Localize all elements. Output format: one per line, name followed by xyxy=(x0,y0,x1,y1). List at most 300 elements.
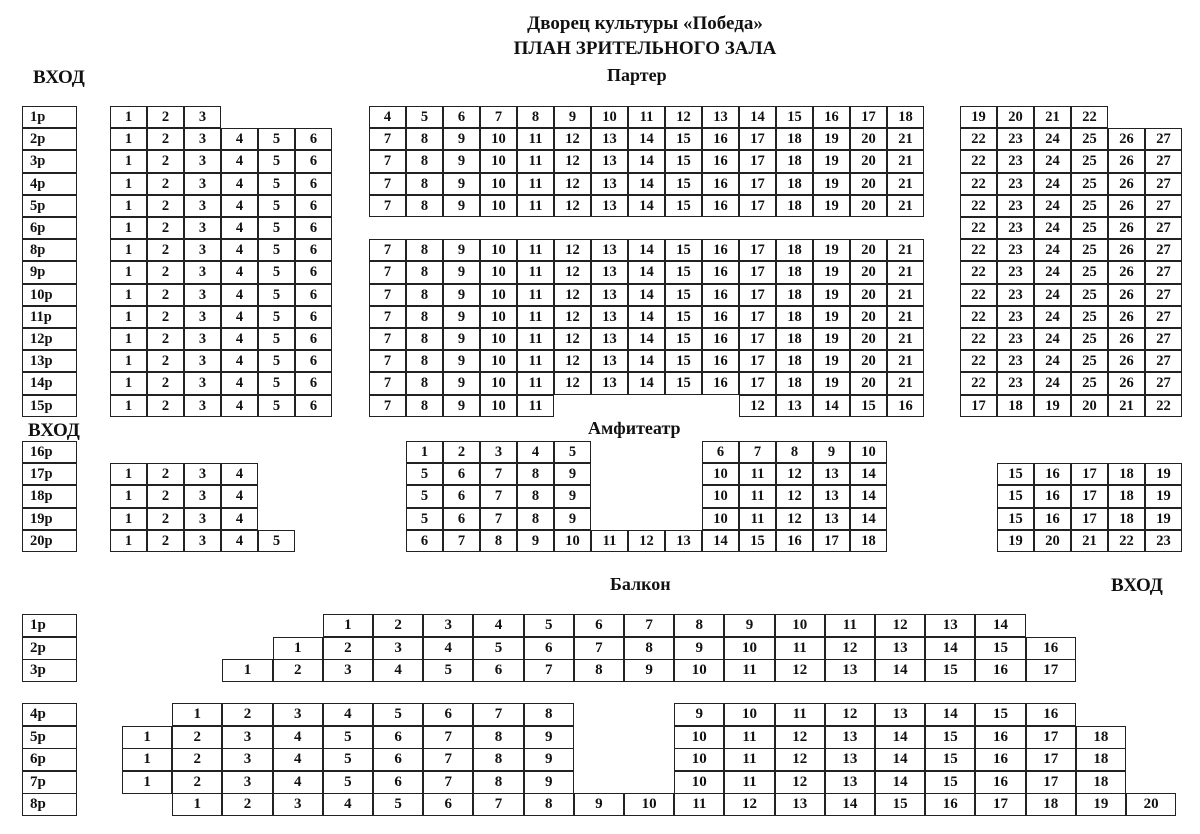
seat[interactable]: 14 xyxy=(628,372,665,394)
seat[interactable]: 17 xyxy=(739,328,776,350)
seat[interactable]: 12 xyxy=(825,703,875,726)
seat[interactable]: 25 xyxy=(1071,195,1108,217)
seat[interactable]: 19 xyxy=(813,261,850,283)
seat[interactable]: 24 xyxy=(1034,173,1071,195)
seat[interactable]: 16 xyxy=(1034,485,1071,507)
seat[interactable]: 22 xyxy=(960,195,997,217)
seat[interactable]: 16 xyxy=(702,239,739,261)
seat[interactable]: 8 xyxy=(406,150,443,172)
seat[interactable]: 13 xyxy=(591,261,628,283)
seat[interactable]: 7 xyxy=(473,793,523,816)
seat[interactable]: 24 xyxy=(1034,261,1071,283)
seat[interactable]: 26 xyxy=(1108,239,1145,261)
seat[interactable]: 11 xyxy=(517,395,554,417)
seat[interactable]: 2 xyxy=(323,637,373,660)
seat[interactable]: 12 xyxy=(775,726,825,749)
seat[interactable]: 5 xyxy=(258,395,295,417)
seat[interactable]: 14 xyxy=(850,463,887,485)
seat[interactable]: 4 xyxy=(323,793,373,816)
seat[interactable]: 9 xyxy=(443,284,480,306)
seat[interactable]: 8 xyxy=(406,372,443,394)
seat[interactable]: 6 xyxy=(524,637,574,660)
seat[interactable]: 10 xyxy=(480,195,517,217)
seat[interactable]: 1 xyxy=(110,217,147,239)
seat[interactable]: 11 xyxy=(517,306,554,328)
seat[interactable]: 12 xyxy=(776,508,813,530)
seat[interactable]: 14 xyxy=(628,150,665,172)
seat[interactable]: 26 xyxy=(1108,372,1145,394)
seat[interactable]: 19 xyxy=(1145,463,1182,485)
seat[interactable]: 5 xyxy=(423,659,473,682)
seat[interactable]: 8 xyxy=(674,614,724,637)
seat[interactable]: 12 xyxy=(776,463,813,485)
seat[interactable]: 4 xyxy=(221,463,258,485)
seat[interactable]: 9 xyxy=(443,395,480,417)
seat[interactable]: 1 xyxy=(110,372,147,394)
seat[interactable]: 10 xyxy=(775,614,825,637)
seat[interactable]: 24 xyxy=(1034,150,1071,172)
seat[interactable]: 3 xyxy=(273,703,323,726)
seat[interactable]: 4 xyxy=(221,261,258,283)
seat[interactable]: 7 xyxy=(369,306,406,328)
seat[interactable]: 11 xyxy=(724,771,774,794)
seat[interactable]: 11 xyxy=(517,284,554,306)
seat[interactable]: 8 xyxy=(406,306,443,328)
seat[interactable]: 15 xyxy=(665,173,702,195)
seat[interactable]: 24 xyxy=(1034,372,1071,394)
seat[interactable]: 2 xyxy=(147,150,184,172)
seat[interactable]: 12 xyxy=(554,128,591,150)
seat[interactable]: 5 xyxy=(473,637,523,660)
seat[interactable]: 14 xyxy=(850,485,887,507)
seat[interactable]: 2 xyxy=(147,485,184,507)
seat[interactable]: 24 xyxy=(1034,328,1071,350)
seat[interactable]: 6 xyxy=(574,614,624,637)
seat[interactable]: 6 xyxy=(295,350,332,372)
seat[interactable]: 7 xyxy=(480,463,517,485)
seat[interactable]: 15 xyxy=(665,128,702,150)
seat[interactable]: 12 xyxy=(825,637,875,660)
seat[interactable]: 19 xyxy=(813,128,850,150)
seat[interactable]: 22 xyxy=(960,217,997,239)
seat[interactable]: 4 xyxy=(221,328,258,350)
seat[interactable]: 1 xyxy=(110,195,147,217)
seat[interactable]: 10 xyxy=(480,261,517,283)
seat[interactable]: 10 xyxy=(554,530,591,552)
seat[interactable]: 9 xyxy=(574,793,624,816)
seat[interactable]: 10 xyxy=(674,748,724,771)
seat[interactable]: 9 xyxy=(624,659,674,682)
seat[interactable]: 15 xyxy=(875,793,925,816)
seat[interactable]: 5 xyxy=(258,173,295,195)
seat[interactable]: 10 xyxy=(480,350,517,372)
seat[interactable]: 19 xyxy=(813,150,850,172)
seat[interactable]: 20 xyxy=(850,284,887,306)
seat[interactable]: 14 xyxy=(813,395,850,417)
seat[interactable]: 20 xyxy=(850,173,887,195)
seat[interactable]: 20 xyxy=(850,372,887,394)
seat[interactable]: 13 xyxy=(825,659,875,682)
seat[interactable]: 19 xyxy=(997,530,1034,552)
seat[interactable]: 18 xyxy=(850,530,887,552)
seat[interactable]: 10 xyxy=(480,173,517,195)
seat[interactable]: 9 xyxy=(517,530,554,552)
seat[interactable]: 1 xyxy=(122,726,172,749)
seat[interactable]: 9 xyxy=(443,195,480,217)
seat[interactable]: 9 xyxy=(443,239,480,261)
seat[interactable]: 15 xyxy=(665,372,702,394)
seat[interactable]: 8 xyxy=(406,239,443,261)
seat[interactable]: 22 xyxy=(960,173,997,195)
seat[interactable]: 5 xyxy=(258,261,295,283)
seat[interactable]: 12 xyxy=(554,306,591,328)
seat[interactable]: 3 xyxy=(184,195,221,217)
seat[interactable]: 24 xyxy=(1034,217,1071,239)
seat[interactable]: 14 xyxy=(925,637,975,660)
seat[interactable]: 16 xyxy=(702,150,739,172)
seat[interactable]: 11 xyxy=(825,614,875,637)
seat[interactable]: 6 xyxy=(443,463,480,485)
seat[interactable]: 25 xyxy=(1071,239,1108,261)
seat[interactable]: 14 xyxy=(875,659,925,682)
seat[interactable]: 2 xyxy=(273,659,323,682)
seat[interactable]: 18 xyxy=(776,173,813,195)
seat[interactable]: 18 xyxy=(1108,485,1145,507)
seat[interactable]: 1 xyxy=(110,530,147,552)
seat[interactable]: 23 xyxy=(997,284,1034,306)
seat[interactable]: 18 xyxy=(776,128,813,150)
seat[interactable]: 8 xyxy=(473,726,523,749)
seat[interactable]: 13 xyxy=(591,350,628,372)
seat[interactable]: 22 xyxy=(960,306,997,328)
seat[interactable]: 8 xyxy=(406,195,443,217)
seat[interactable]: 13 xyxy=(875,703,925,726)
seat[interactable]: 2 xyxy=(147,306,184,328)
seat[interactable]: 8 xyxy=(406,173,443,195)
seat[interactable]: 16 xyxy=(702,173,739,195)
seat[interactable]: 11 xyxy=(517,239,554,261)
seat[interactable]: 5 xyxy=(258,217,295,239)
seat[interactable]: 6 xyxy=(295,217,332,239)
seat[interactable]: 22 xyxy=(960,150,997,172)
seat[interactable]: 13 xyxy=(775,793,825,816)
seat[interactable]: 16 xyxy=(702,261,739,283)
seat[interactable]: 23 xyxy=(997,239,1034,261)
seat[interactable]: 21 xyxy=(887,284,924,306)
seat[interactable]: 3 xyxy=(184,395,221,417)
seat[interactable]: 9 xyxy=(524,726,574,749)
seat[interactable]: 18 xyxy=(776,328,813,350)
seat[interactable]: 10 xyxy=(724,637,774,660)
seat[interactable]: 6 xyxy=(702,441,739,463)
seat[interactable]: 18 xyxy=(1076,726,1126,749)
seat[interactable]: 1 xyxy=(110,328,147,350)
seat[interactable]: 5 xyxy=(258,128,295,150)
seat[interactable]: 4 xyxy=(221,128,258,150)
seat[interactable]: 2 xyxy=(222,703,272,726)
seat[interactable]: 2 xyxy=(172,726,222,749)
seat[interactable]: 5 xyxy=(373,703,423,726)
seat[interactable]: 1 xyxy=(110,128,147,150)
seat[interactable]: 16 xyxy=(813,106,850,128)
seat[interactable]: 17 xyxy=(739,195,776,217)
seat[interactable]: 15 xyxy=(925,726,975,749)
seat[interactable]: 1 xyxy=(222,659,272,682)
seat[interactable]: 7 xyxy=(369,239,406,261)
seat[interactable]: 2 xyxy=(147,173,184,195)
seat[interactable]: 16 xyxy=(776,530,813,552)
seat[interactable]: 6 xyxy=(295,150,332,172)
seat[interactable]: 17 xyxy=(1026,771,1076,794)
seat[interactable]: 10 xyxy=(674,659,724,682)
seat[interactable]: 27 xyxy=(1145,128,1182,150)
seat[interactable]: 9 xyxy=(443,261,480,283)
seat[interactable]: 18 xyxy=(776,306,813,328)
seat[interactable]: 11 xyxy=(517,128,554,150)
seat[interactable]: 12 xyxy=(554,284,591,306)
seat[interactable]: 15 xyxy=(665,261,702,283)
seat[interactable]: 9 xyxy=(443,328,480,350)
seat[interactable]: 9 xyxy=(443,150,480,172)
seat[interactable]: 14 xyxy=(628,195,665,217)
seat[interactable]: 14 xyxy=(925,703,975,726)
seat[interactable]: 3 xyxy=(184,306,221,328)
seat[interactable]: 3 xyxy=(184,284,221,306)
seat[interactable]: 20 xyxy=(850,239,887,261)
seat[interactable]: 17 xyxy=(739,128,776,150)
seat[interactable]: 7 xyxy=(480,485,517,507)
seat[interactable]: 10 xyxy=(480,306,517,328)
seat[interactable]: 18 xyxy=(776,239,813,261)
seat[interactable]: 4 xyxy=(273,748,323,771)
seat[interactable]: 1 xyxy=(110,485,147,507)
seat[interactable]: 15 xyxy=(739,530,776,552)
seat[interactable]: 4 xyxy=(273,726,323,749)
seat[interactable]: 16 xyxy=(702,128,739,150)
seat[interactable]: 8 xyxy=(517,508,554,530)
seat[interactable]: 15 xyxy=(665,328,702,350)
seat[interactable]: 27 xyxy=(1145,328,1182,350)
seat[interactable]: 5 xyxy=(258,195,295,217)
seat[interactable]: 2 xyxy=(147,530,184,552)
seat[interactable]: 1 xyxy=(406,441,443,463)
seat[interactable]: 10 xyxy=(480,395,517,417)
seat[interactable]: 27 xyxy=(1145,261,1182,283)
seat[interactable]: 5 xyxy=(258,372,295,394)
seat[interactable]: 13 xyxy=(702,106,739,128)
seat[interactable]: 3 xyxy=(222,771,272,794)
seat[interactable]: 13 xyxy=(591,150,628,172)
seat[interactable]: 14 xyxy=(628,239,665,261)
seat[interactable]: 8 xyxy=(406,350,443,372)
seat[interactable]: 9 xyxy=(674,703,724,726)
seat[interactable]: 16 xyxy=(975,771,1025,794)
seat[interactable]: 2 xyxy=(147,395,184,417)
seat[interactable]: 2 xyxy=(443,441,480,463)
seat[interactable]: 10 xyxy=(624,793,674,816)
seat[interactable]: 2 xyxy=(172,748,222,771)
seat[interactable]: 12 xyxy=(554,372,591,394)
seat[interactable]: 10 xyxy=(702,508,739,530)
seat[interactable]: 22 xyxy=(1108,530,1145,552)
seat[interactable]: 11 xyxy=(517,150,554,172)
seat[interactable]: 27 xyxy=(1145,173,1182,195)
seat[interactable]: 13 xyxy=(591,284,628,306)
seat[interactable]: 16 xyxy=(1034,463,1071,485)
seat[interactable]: 8 xyxy=(406,261,443,283)
seat[interactable]: 6 xyxy=(373,726,423,749)
seat[interactable]: 6 xyxy=(443,106,480,128)
seat[interactable]: 17 xyxy=(1026,726,1076,749)
seat[interactable]: 7 xyxy=(369,128,406,150)
seat[interactable]: 18 xyxy=(776,350,813,372)
seat[interactable]: 6 xyxy=(295,395,332,417)
seat[interactable]: 5 xyxy=(258,239,295,261)
seat[interactable]: 4 xyxy=(273,771,323,794)
seat[interactable]: 4 xyxy=(221,508,258,530)
seat[interactable]: 4 xyxy=(369,106,406,128)
seat[interactable]: 14 xyxy=(628,350,665,372)
seat[interactable]: 21 xyxy=(887,372,924,394)
seat[interactable]: 13 xyxy=(825,726,875,749)
seat[interactable]: 18 xyxy=(776,150,813,172)
seat[interactable]: 9 xyxy=(554,508,591,530)
seat[interactable]: 10 xyxy=(702,463,739,485)
seat[interactable]: 8 xyxy=(406,284,443,306)
seat[interactable]: 17 xyxy=(739,306,776,328)
seat[interactable]: 12 xyxy=(775,771,825,794)
seat[interactable]: 8 xyxy=(406,328,443,350)
seat[interactable]: 1 xyxy=(122,771,172,794)
seat[interactable]: 6 xyxy=(406,530,443,552)
seat[interactable]: 7 xyxy=(369,350,406,372)
seat[interactable]: 2 xyxy=(147,350,184,372)
seat[interactable]: 12 xyxy=(554,173,591,195)
seat[interactable]: 5 xyxy=(323,771,373,794)
seat[interactable]: 17 xyxy=(739,284,776,306)
seat[interactable]: 23 xyxy=(997,261,1034,283)
seat[interactable]: 21 xyxy=(1108,395,1145,417)
seat[interactable]: 12 xyxy=(554,239,591,261)
seat[interactable]: 18 xyxy=(1076,771,1126,794)
seat[interactable]: 3 xyxy=(184,239,221,261)
seat[interactable]: 21 xyxy=(887,239,924,261)
seat[interactable]: 5 xyxy=(373,793,423,816)
seat[interactable]: 12 xyxy=(775,748,825,771)
seat[interactable]: 16 xyxy=(702,284,739,306)
seat[interactable]: 14 xyxy=(825,793,875,816)
seat[interactable]: 27 xyxy=(1145,195,1182,217)
seat[interactable]: 11 xyxy=(739,508,776,530)
seat[interactable]: 27 xyxy=(1145,350,1182,372)
seat[interactable]: 12 xyxy=(665,106,702,128)
seat[interactable]: 9 xyxy=(443,306,480,328)
seat[interactable]: 23 xyxy=(997,195,1034,217)
seat[interactable]: 17 xyxy=(1071,485,1108,507)
seat[interactable]: 1 xyxy=(273,637,323,660)
seat[interactable]: 13 xyxy=(591,195,628,217)
seat[interactable]: 4 xyxy=(221,350,258,372)
seat[interactable]: 2 xyxy=(147,508,184,530)
seat[interactable]: 15 xyxy=(975,703,1025,726)
seat[interactable]: 3 xyxy=(184,328,221,350)
seat[interactable]: 8 xyxy=(480,530,517,552)
seat[interactable]: 22 xyxy=(1145,395,1182,417)
seat[interactable]: 1 xyxy=(110,106,147,128)
seat[interactable]: 17 xyxy=(975,793,1025,816)
seat[interactable]: 8 xyxy=(574,659,624,682)
seat[interactable]: 5 xyxy=(406,508,443,530)
seat[interactable]: 1 xyxy=(110,239,147,261)
seat[interactable]: 2 xyxy=(147,261,184,283)
seat[interactable]: 6 xyxy=(295,261,332,283)
seat[interactable]: 13 xyxy=(591,173,628,195)
seat[interactable]: 26 xyxy=(1108,328,1145,350)
seat[interactable]: 22 xyxy=(960,128,997,150)
seat[interactable]: 21 xyxy=(887,350,924,372)
seat[interactable]: 4 xyxy=(221,530,258,552)
seat[interactable]: 18 xyxy=(776,195,813,217)
seat[interactable]: 21 xyxy=(887,173,924,195)
seat[interactable]: 21 xyxy=(887,195,924,217)
seat[interactable]: 8 xyxy=(473,748,523,771)
seat[interactable]: 3 xyxy=(184,106,221,128)
seat[interactable]: 4 xyxy=(221,217,258,239)
seat[interactable]: 19 xyxy=(813,328,850,350)
seat[interactable]: 13 xyxy=(825,771,875,794)
seat[interactable]: 3 xyxy=(323,659,373,682)
seat[interactable]: 8 xyxy=(776,441,813,463)
seat[interactable]: 15 xyxy=(665,239,702,261)
seat[interactable]: 20 xyxy=(850,306,887,328)
seat[interactable]: 11 xyxy=(739,485,776,507)
seat[interactable]: 4 xyxy=(221,395,258,417)
seat[interactable]: 14 xyxy=(628,284,665,306)
seat[interactable]: 23 xyxy=(997,306,1034,328)
seat[interactable]: 17 xyxy=(739,239,776,261)
seat[interactable]: 25 xyxy=(1071,128,1108,150)
seat[interactable]: 9 xyxy=(813,441,850,463)
seat[interactable]: 2 xyxy=(172,771,222,794)
seat[interactable]: 7 xyxy=(574,637,624,660)
seat[interactable]: 1 xyxy=(110,395,147,417)
seat[interactable]: 23 xyxy=(997,350,1034,372)
seat[interactable]: 17 xyxy=(739,350,776,372)
seat[interactable]: 26 xyxy=(1108,350,1145,372)
seat[interactable]: 3 xyxy=(423,614,473,637)
seat[interactable]: 15 xyxy=(665,284,702,306)
seat[interactable]: 16 xyxy=(702,306,739,328)
seat[interactable]: 5 xyxy=(406,463,443,485)
seat[interactable]: 12 xyxy=(554,261,591,283)
seat[interactable]: 27 xyxy=(1145,217,1182,239)
seat[interactable]: 22 xyxy=(960,284,997,306)
seat[interactable]: 5 xyxy=(258,328,295,350)
seat[interactable]: 21 xyxy=(887,306,924,328)
seat[interactable]: 10 xyxy=(480,284,517,306)
seat[interactable]: 25 xyxy=(1071,284,1108,306)
seat[interactable]: 11 xyxy=(775,637,825,660)
seat[interactable]: 20 xyxy=(1071,395,1108,417)
seat[interactable]: 27 xyxy=(1145,284,1182,306)
seat[interactable]: 26 xyxy=(1108,217,1145,239)
seat[interactable]: 2 xyxy=(147,372,184,394)
seat[interactable]: 7 xyxy=(369,372,406,394)
seat[interactable]: 21 xyxy=(887,150,924,172)
seat[interactable]: 22 xyxy=(1071,106,1108,128)
seat[interactable]: 24 xyxy=(1034,350,1071,372)
seat[interactable]: 5 xyxy=(554,441,591,463)
